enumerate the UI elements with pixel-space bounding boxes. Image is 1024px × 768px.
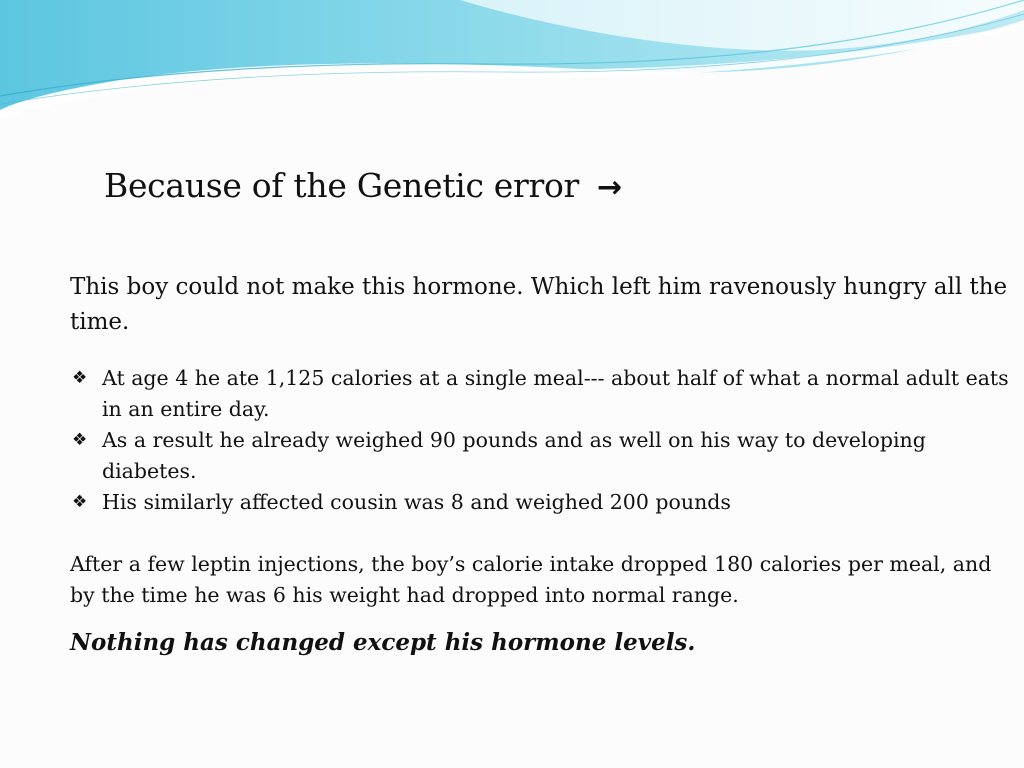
slide-title xyxy=(104,166,622,205)
slide-body xyxy=(70,270,1015,659)
intro-paragraph: This boy could not make this hormone. Which left him ravenously hungry all the time. xyxy=(70,274,1008,335)
list-item xyxy=(70,487,1015,518)
list-item xyxy=(70,363,1015,425)
right-arrow-icon: → xyxy=(597,170,622,205)
diamond-bullet-icon: ❖ xyxy=(72,430,88,450)
decorative-wave-header xyxy=(0,0,1024,130)
list-item-text: At age 4 he ate 1,125 calories at a single meal--- about half of what a normal adult eats in an entire day. xyxy=(102,366,1009,421)
list-item-text: As a result he already weighed 90 pounds and as well on his way to developing diabetes. xyxy=(102,428,926,483)
closing-statement: Nothing has changed except his hormone levels. xyxy=(70,629,696,656)
diamond-bullet-icon: ❖ xyxy=(72,368,88,388)
result-paragraph: After a few leptin injections, the boy’s calorie intake dropped 180 calories per meal, and by the time he was 6 his weight had dropped into normal range. xyxy=(70,552,992,607)
list-item xyxy=(70,425,1015,487)
title-text: Because of the Genetic error xyxy=(104,166,580,205)
bullet-list xyxy=(70,363,1015,518)
list-item-text: His similarly affected cousin was 8 and weighed 200 pounds xyxy=(102,490,731,514)
diamond-bullet-icon: ❖ xyxy=(72,492,88,512)
